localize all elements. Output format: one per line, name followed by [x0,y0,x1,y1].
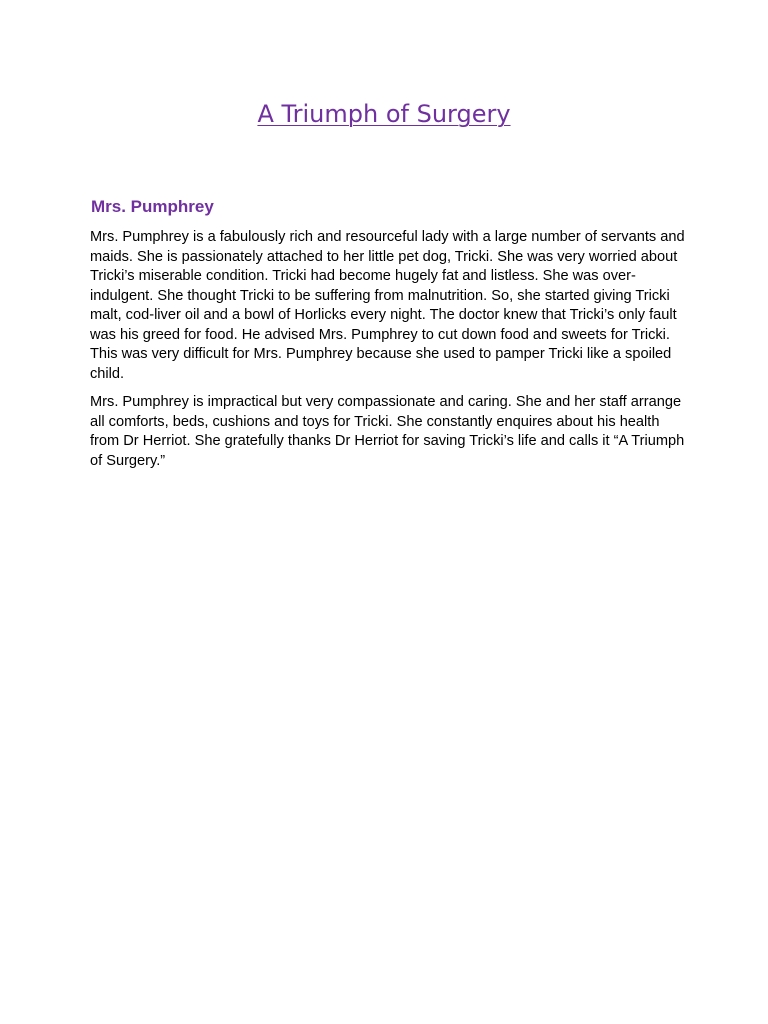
body-paragraph-2: Mrs. Pumphrey is impractical but very compassionate and caring. She and her staff arrange all comforts, beds, cushions and toys for Tricki. She constantly enquires about his health from Dr Herriot. She gratefully thanks Dr Herriot for saving Tricki’s life and calls it “A Triumph of Surgery.” [90,394,685,469]
document-title: A Triumph of Surgery [257,100,511,128]
body-paragraph-1: Mrs. Pumphrey is a fabulously rich and resourceful lady with a large number of servants and maids. She is passionately attached to her little pet dog, Tricki. She was very worried about Tricki’s miserable condition. Tricki had become hugely fat and listless. She was over- indulgent. She thought Tricki to be suffering from malnutrition. So, she started giving Tricki malt, cod-liver oil and a bowl of Horlicks every night. The doctor knew that Tricki’s only fault was his greed for food. He advised Mrs. Pumphrey to cut down food and sweets for Tricki. This was very difficult for Mrs. Pumphrey because she used to pamper Tricki like a spoiled child. [90,229,685,382]
section-heading: Mrs. Pumphrey [91,197,214,216]
